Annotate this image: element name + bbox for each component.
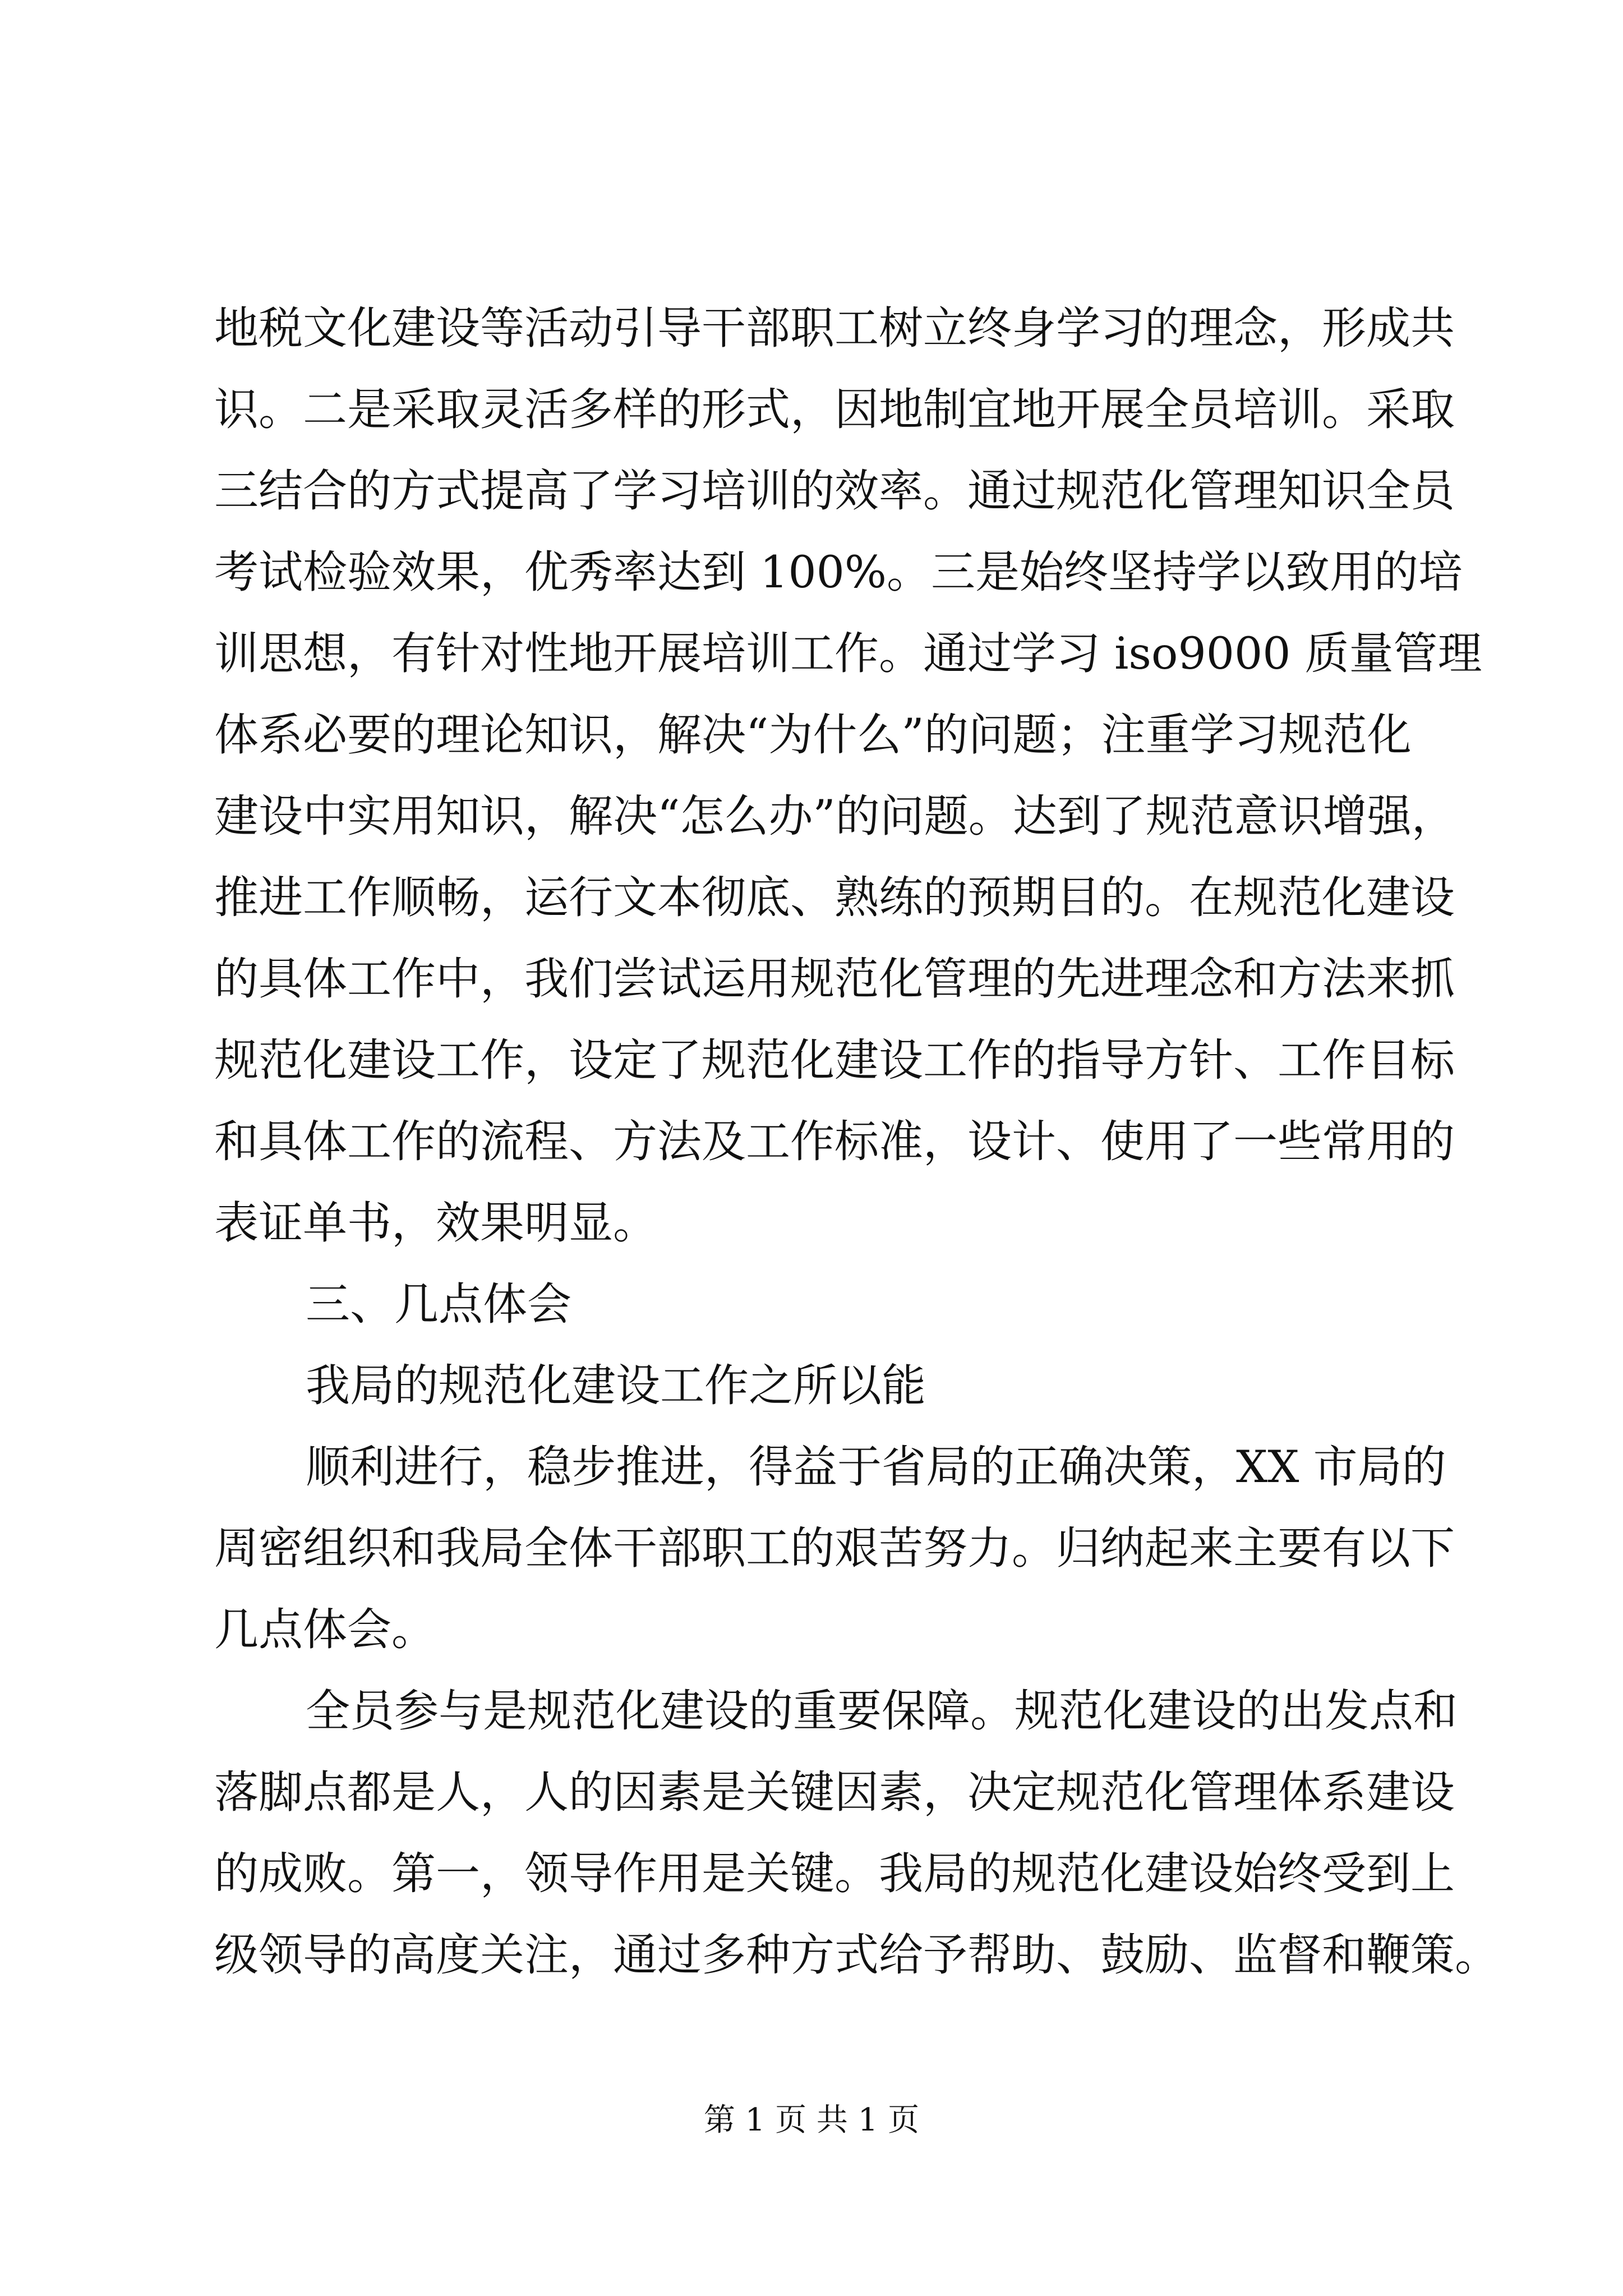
text-line: 考试检验效果，优秀率达到 100%。三是始终坚持学以致用的培 — [214, 546, 1463, 598]
text-line: 和具体工作的流程、方法及工作标准，设计、使用了一些常用的 — [214, 1116, 1455, 1167]
page-number: 第 1 页 共 1 页 — [703, 2102, 920, 2138]
text-line: 推进工作顺畅，运行文本彻底、熟练的预期目的。在规范化建设 — [214, 872, 1455, 923]
text-line: 的具体工作中，我们尝试运用规范化管理的先进理念和方法来抓 — [214, 953, 1455, 1005]
text-line: 全员参与是规范化建设的重要保障。规范化建设的出发点和 — [306, 1685, 1458, 1737]
text-line: 地税文化建设等活动引导干部职工树立终身学习的理念，形成共 — [214, 302, 1455, 354]
section-heading: 三、几点体会 — [306, 1278, 571, 1330]
text-line: 建设中实用知识，解决“怎么办”的问题。达到了规范意识增强， — [214, 790, 1456, 842]
text-line: 识。二是采取灵活多样的形式，因地制宜地开展全员培训。采取 — [214, 384, 1455, 435]
text-line: 几点体会。 — [214, 1604, 436, 1655]
text-line: 的成败。第一，领导作用是关键。我局的规范化建设始终受到上 — [214, 1848, 1455, 1899]
text-line: 级领导的高度关注，通过多种方式给予帮助、鼓励、监督和鞭策。 — [214, 1929, 1499, 1981]
text-line: 表证单书，效果明显。 — [214, 1197, 657, 1249]
text-line: 落脚点都是人，人的因素是关键因素，决定规范化管理体系建设 — [214, 1766, 1455, 1818]
text-line: 周密组织和我局全体干部职工的艰苦努力。归纳起来主要有以下 — [214, 1522, 1455, 1574]
text-line: 规范化建设工作，设定了规范化建设工作的指导方针、工作目标 — [214, 1034, 1455, 1086]
text-line: 三结合的方式提高了学习培训的效率。通过规范化管理知识全员 — [214, 465, 1455, 517]
text-line: 训思想，有针对性地开展培训工作。通过学习 iso9000 质量管理 — [214, 628, 1482, 679]
text-line: 体系必要的理论知识，解决“为什么”的问题；注重学习规范化 — [214, 709, 1412, 761]
text-line: 我局的规范化建设工作之所以能 — [306, 1360, 926, 1411]
page-footer — [0, 2092, 1623, 2148]
text-line: 顺利进行，稳步推进，得益于省局的正确决策，XX 市局的 — [306, 1441, 1446, 1493]
